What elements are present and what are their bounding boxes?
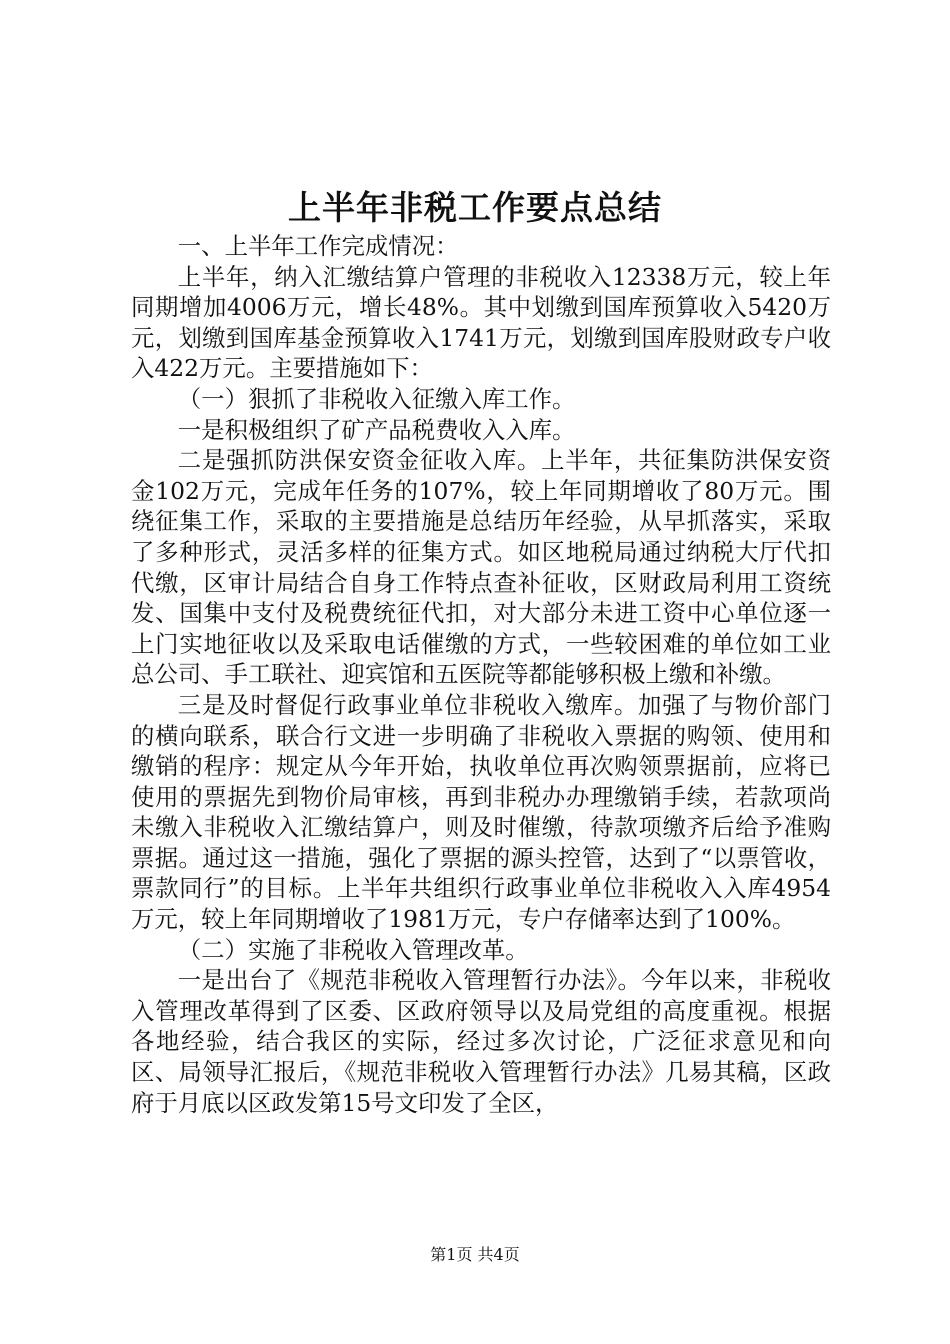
paragraph-item-two: 二是强抓防洪保安资金征收入库。上半年，共征集防洪保安资金102万元，完成年任务的107%，较上年同期增收了80万元。围绕征集工作，采取的主要措施是总结历年经验，从早抓落实，采取了多种形式，灵活多样的征集方式。如区地税局通过纳税大厅代扣代缴，区审计局结合自身工作特点查补征收，区财政局利用工资统发、国集中支付及税费统征代扣，对大部分未进工资中心单位逐一上门实地征收以及采取电话催缴的方式，一些较困难的单位如工业总公司、手工联社、迎宾馆和五医院等都能够积极上缴和补缴。 [131, 446, 831, 689]
paragraph-subheading-two: （二）实施了非税收入管理改革。 [177, 935, 529, 964]
paragraph-item-one: 一是积极组织了矿产品税费收入入库。 [177, 415, 576, 444]
paragraph-reform-item-one: 一是出台了《规范非税收入管理暂行办法》。今年以来，非税收入管理改革得到了区委、区政府领导以及局党组的高度重视。根据各地经验，结合我区的实际，经过多次讨论，广泛征求意见和向区、局领导汇报后，《规范非税收入管理暂行办法》几易其稿，区政府于月底以区政发第15号文印发了全区， [131, 966, 831, 1117]
paragraph-section-heading: 一、上半年工作完成情况： [177, 232, 459, 260]
document-title: 上半年非税工作要点总结 [288, 188, 662, 227]
paragraph-subheading-one: （一）狠抓了非税收入征缴入库工作。 [177, 384, 576, 413]
document-body [131, 231, 831, 1118]
paragraph-item-three: 三是及时督促行政事业单位非税收入缴库。加强了与物价部门的横向联系，联合行文进一步明确了非税收入票据的购领、使用和缴销的程序：规定从今年开始，执收单位再次购领票据前，应将已使用的票据先到物价局审核，再到非税办办理缴销手续，若款项尚未缴入非税收入汇缴结算户，则及时催缴，待款项缴齐后给予准购票据。通过这一措施，强化了票据的源头控管，达到了“以票管收，票款同行”的目标。上半年共组织行政事业单位非税收入入库4954万元，较上年同期增收了1981万元，专户存储率达到了100%。 [131, 690, 831, 934]
paragraph-summary: 上半年，纳入汇缴结算户管理的非税收入12338万元，较上年同期增加4006万元，增长48%。其中划缴到国库预算收入5420万元，划缴到国库基金预算收入1741万元，划缴到国库股财政专户收入422万元。主要措施如下： [131, 262, 831, 383]
page-footer: 第1页 共4页 [430, 1245, 520, 1264]
